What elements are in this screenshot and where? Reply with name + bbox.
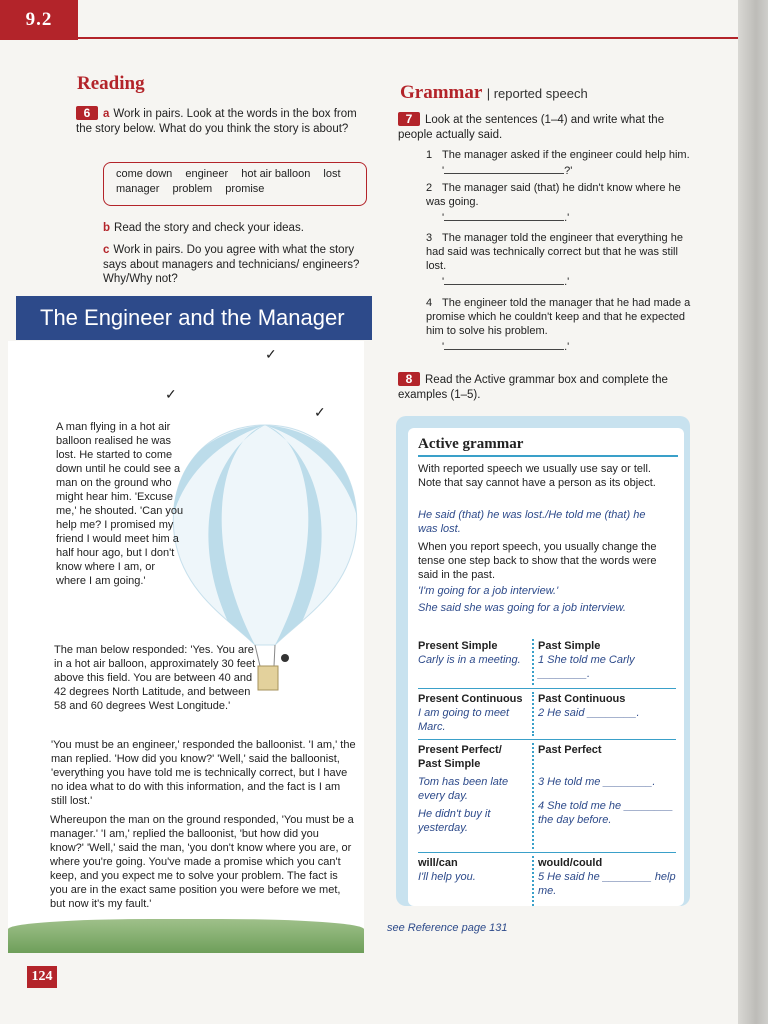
tense-label: Past Simple: [538, 640, 601, 652]
answer-blank[interactable]: [444, 209, 564, 221]
tense-example: 1 She told me Carly ________.: [538, 654, 635, 680]
item-text: The manager told the engineer that everything he had said was technically correct but that he was still lost.: [426, 232, 683, 272]
story-paragraph-4: Whereupon the man on the ground responded, 'You must be a manager.' 'I am,' replied the balloonist, 'but how did you know?' 'Well,' said the man, 'you don't know where you are, or where you're going. You've made a promise which you can't keep, and you expect me to solve your problem. The fact is you are in the exact same position you were before we met, but now it's my fault.': [50, 814, 354, 910]
item-end: .': [564, 341, 570, 353]
left-cell: [418, 639, 528, 667]
tense-label: Present Perfect/ Past Simple: [418, 744, 502, 770]
tick-mark-icon: ✓: [314, 404, 326, 420]
exercise-6a-text: Work in pairs. Look at the words in the box from the story below. What do you think the story is about?: [76, 108, 357, 135]
table-row: [418, 636, 676, 689]
title-rule: [418, 455, 678, 457]
grammar-subtitle: reported speech: [493, 86, 588, 101]
active-grammar-intro-2: When you report speech, you usually change the tense one step back to show that the words were said in the past.: [418, 541, 657, 581]
active-grammar-example-1: He said (that) he was lost./He told me (that) he was lost.: [418, 509, 646, 535]
active-grammar-intro-1: With reported speech we usually use say or tell. Note that say cannot have a person as its object.: [418, 463, 656, 489]
left-cell: [418, 692, 528, 734]
right-cell: [532, 743, 678, 849]
item-number: 3: [426, 232, 433, 244]
exercise-8-badge: 8: [398, 372, 420, 386]
word: hot air balloon: [241, 168, 311, 180]
grammar-title: Grammar | reported speech: [400, 82, 588, 103]
tick-mark-icon: ✓: [165, 386, 177, 402]
exercise-7-instruction: [398, 112, 688, 142]
exercise-6c: [103, 243, 367, 287]
answer-blank[interactable]: [444, 273, 564, 285]
tense-label: Past Perfect: [538, 744, 602, 756]
story-paragraph-2: The man below responded: 'Yes. You are in a hot air balloon, approximately 30 feet above this field. You are between 40 and 42 degrees North Latitude, and between 58 and 60 degrees West Longitude.': [54, 644, 256, 712]
tense-example: 3 He told me ________.: [538, 776, 656, 788]
exercise-7-item: 4 The engineer told the manager that he had made a promise which he couldn't keep and that he expected him to solve his problem. ' .': [426, 297, 691, 353]
word: engineer: [185, 168, 229, 180]
exercise-6c-text: Work in pairs. Do you agree with what the story says about managers and technicians/ engineers? Why/Why not?: [103, 244, 360, 285]
item-text: The engineer told the manager that he had made a promise which he couldn't keep and that he expected him to solve his problem.: [426, 297, 691, 337]
active-grammar-example-2b: She said she was going for a job interview.: [418, 602, 626, 614]
unit-tab: 9.2: [0, 0, 78, 40]
right-cell: [532, 692, 678, 736]
left-cell: [418, 856, 528, 884]
exercise-6a-letter: a: [103, 108, 110, 120]
right-cell: [532, 639, 678, 685]
tense-label: Past Continuous: [538, 693, 626, 705]
grammar-title-text: Grammar: [400, 82, 482, 103]
active-grammar-example-2a: 'I'm going for a job interview.': [418, 585, 559, 597]
table-row: [418, 853, 676, 909]
story-title-banner: [16, 296, 372, 340]
item-end: .': [564, 212, 570, 224]
tick-mark-icon: ✓: [265, 346, 277, 362]
item-number: 1: [426, 149, 433, 161]
exercise-6c-letter: c: [103, 244, 110, 256]
tense-label: would/could: [538, 857, 603, 869]
answer-blank[interactable]: [444, 338, 564, 350]
exercise-7-item: 3 The manager told the engineer that everything he had said was technically correct but that he was still lost. ' .': [426, 232, 683, 288]
exercise-7-badge: 7: [398, 112, 420, 126]
exercise-8-text: Read the Active grammar box and complete the examples (1–5).: [398, 374, 668, 401]
header-rule: [78, 37, 738, 39]
left-cell: [418, 743, 528, 835]
answer-blank[interactable]: [444, 162, 564, 174]
item-number: 2: [426, 182, 433, 194]
exercise-6b-letter: b: [103, 222, 111, 234]
tense-example: Tom has been late every day.: [418, 776, 509, 802]
tense-example: 2 He said ________.: [538, 707, 640, 719]
tense-label: Present Simple: [418, 640, 498, 652]
word: lost: [323, 168, 341, 180]
item-end: .': [564, 276, 570, 288]
active-grammar-title: Active grammar: [418, 436, 524, 452]
table-row: [418, 740, 676, 853]
tense-example: 4 She told me he ________ the day before.: [538, 800, 674, 826]
word: come down: [116, 168, 173, 180]
reference-link[interactable]: see Reference page 131: [387, 922, 508, 934]
tense-example: I am going to meet Marc.: [418, 707, 510, 733]
tense-table: [418, 636, 676, 909]
tense-example: I'll help you.: [418, 871, 476, 883]
tense-example: Carly is in a meeting.: [418, 654, 521, 666]
word: promise: [225, 183, 265, 195]
exercise-6b: [103, 221, 367, 236]
tense-label: Present Continuous: [418, 693, 523, 705]
exercise-6b-text: Read the story and check your ideas.: [114, 222, 304, 234]
story-paragraph-1: A man flying in a hot air balloon realised he was lost. He started to come down until he could see a man on the ground who might hear him. 'Excuse me,' he shouted. 'Can you help me? I promised my friend I would meet him a half hour ago, but I don't know where I am, or where I am going.': [56, 421, 184, 587]
grass-illustration: [8, 919, 364, 953]
right-cell: [532, 856, 678, 906]
exercise-6a: [76, 106, 366, 136]
story-paragraph-3: 'You must be an engineer,' responded the balloonist. 'I am,' the man replied. 'How did you know?' 'Well,' said the balloonist, 'everything you have told me is technically correct, but I have no idea what to do with this information, and the fact is I am still lost.': [51, 739, 356, 807]
active-grammar-box: [396, 416, 690, 906]
word: manager: [116, 183, 160, 195]
active-grammar-panel: [408, 428, 684, 906]
item-end: ?': [564, 165, 573, 177]
item-text: The manager said (that) he didn't know where he was going.: [426, 182, 681, 208]
exercise-7-item: 2 The manager said (that) he didn't know where he was going. ' .': [426, 182, 681, 224]
tense-example: 5 He said he ________ help me.: [538, 871, 676, 897]
tense-label: will/can: [418, 857, 458, 869]
word-box: [103, 162, 367, 206]
exercise-6-badge: 6: [76, 106, 98, 120]
item-text: The manager asked if the engineer could help him.: [442, 149, 690, 161]
page-number: 124: [27, 966, 57, 988]
book-spine: [738, 0, 768, 1024]
exercise-7-text: Look at the sentences (1–4) and write what the people actually said.: [398, 114, 665, 141]
tense-example: He didn't buy it yesterday.: [418, 808, 491, 834]
story-title: The Engineer and the Manager: [40, 305, 345, 330]
table-row: [418, 689, 676, 740]
exercise-7-item: 1 The manager asked if the engineer could help him. ' ?': [426, 149, 690, 177]
exercise-8-instruction: [398, 372, 688, 402]
word: problem: [172, 183, 213, 195]
item-number: 4: [426, 297, 433, 309]
reading-title: Reading: [77, 73, 145, 94]
